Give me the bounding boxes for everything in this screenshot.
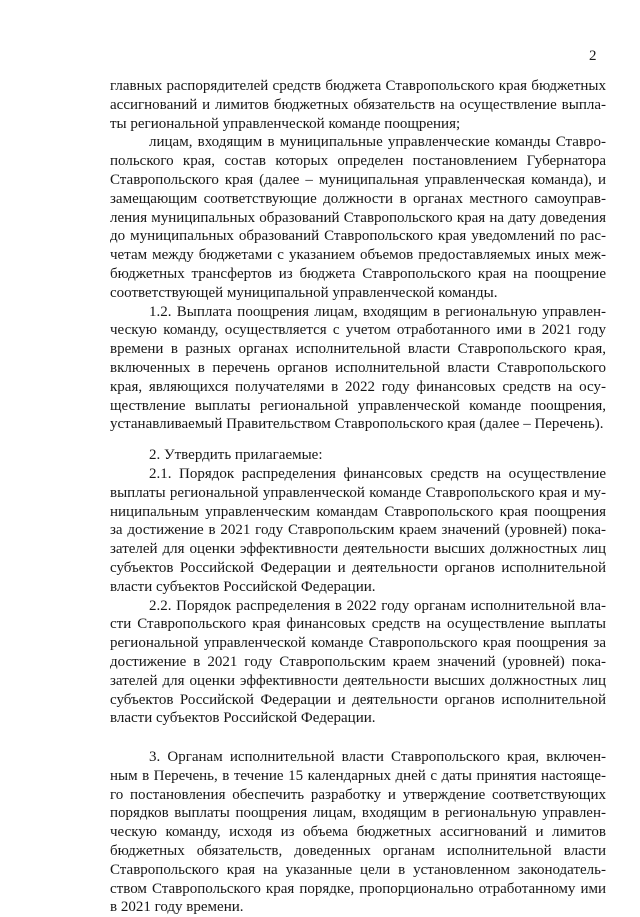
paragraph-2: 2. Утвердить прилагаемые: [149, 447, 323, 464]
paragraph-municipal-teams: лицам, входящим в муниципальные управленческие команды Ставропольского края, состав которых определен постановлением Губернатора Ставропольского края (далее – муниципальная управленческая команда), и замещающим соответствующие должности в органах местного самоуправления муниципальных образований Ставропольского края на дату доведения до муниципальных образований Ставропольского края уведомлений по расчетам между бюджетами с указанием объемов предоставляемых иных межбюджетных трансфертов из бюджета Ставропольского края на поощрение соответствующей муниципальной управленческой команды. [110, 134, 606, 301]
paragraph-2-1: 2.1. Порядок распределения финансовых средств на осуществление выплаты региональной управленческой команде Ставропольского края и муниципальным управленческим командам Ставропольского края поощрения за достижение в 2021 году Ставропольским краем значений (уровней) показателей для оценки эффективности деятельности высших должностных лиц субъектов Российской Федерации и деятельности органов исполнительной власти субъектов Российской Федерации. [110, 465, 606, 595]
paragraph-3: 3. Органам исполнительной власти Ставропольского края, включенным в Перечень, в течение 15 календарных дней с даты принятия настоящего постановления обеспечить разработку и утверждение соответствующих порядков выплаты поощрения лицам, входящим в региональную управленческую команду, исходя из объема бюджетных ассигнований и лимитов бюджетных обязательств, доведенных органам исполнительной власти Ставропольского края на указанные цели в установленном законодательством Ставропольского края порядке, пропорционально отработанному ими в 2021 году времени. [110, 749, 606, 916]
page-number: 2 [589, 48, 597, 64]
document-body [110, 77, 606, 917]
paragraph-1-2: 1.2. Выплата поощрения лицам, входящим в региональную управленческую команду, осуществляется с учетом отработанного ими в 2021 году времени в разных органах исполнительной власти Ставропольского края, включенных в перечень органов исполнительной власти Ставропольского края, являющихся получателями в 2022 году финансовых средств на осуществление выплаты региональной управленческой команде поощрения, устанавливаемый Правительством Ставропольского края (далее – Перечень). [110, 303, 606, 433]
paragraph-2-2: 2.2. Порядок распределения в 2022 году органам исполнительной власти Ставропольского края финансовых средств на осуществление выплаты региональной управленческой команде Ставропольского края поощрения за достижение в 2021 году Ставропольским краем значений (уровней) показателей для оценки эффективности деятельности высших должностных лиц субъектов Российской Федерации и деятельности органов исполнительной власти субъектов Российской Федерации. [110, 597, 606, 727]
paragraph-continuation: главных распорядителей средств бюджета Ставропольского края бюджетных ассигнований и лимитов бюджетных обязательств на осуществление выплаты региональной управленческой команде поощрения; [110, 78, 606, 132]
